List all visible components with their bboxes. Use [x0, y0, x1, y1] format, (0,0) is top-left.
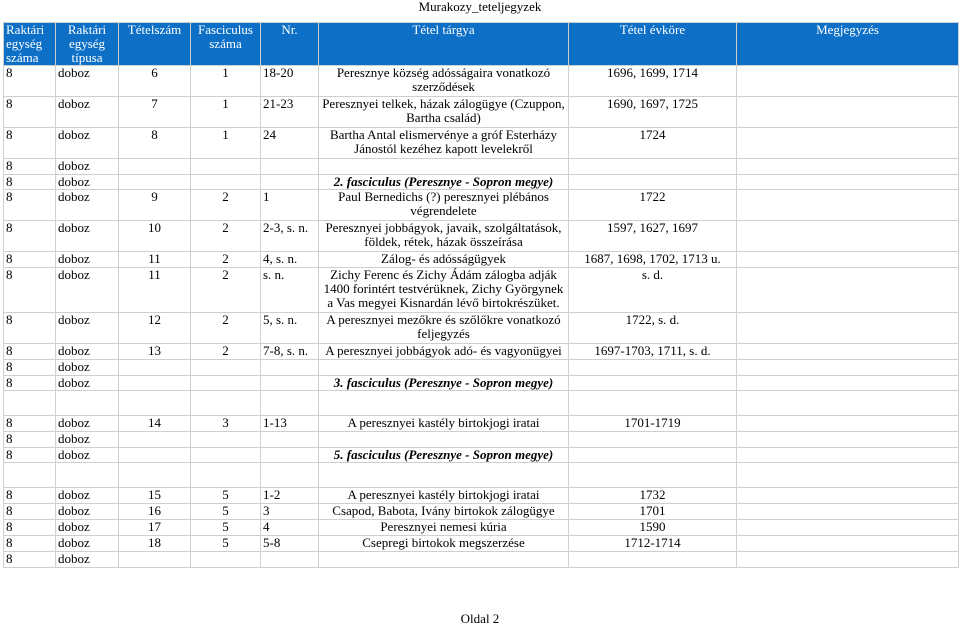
cell-note	[737, 360, 959, 376]
cell-date-range: 1722, s. d.	[569, 313, 737, 344]
cell-item-number: 10	[119, 221, 191, 252]
cell-unit-number: 8	[4, 520, 56, 536]
cell-unit-type: doboz	[56, 97, 119, 128]
cell-unit-type: doboz	[56, 536, 119, 552]
cell-item-number	[119, 376, 191, 391]
cell-date-range: 1590	[569, 520, 737, 536]
cell-date-range	[569, 432, 737, 448]
cell-note	[737, 488, 959, 504]
cell-nr	[261, 159, 319, 175]
cell-nr: 21-23	[261, 97, 319, 128]
cell-unit-number: 8	[4, 159, 56, 175]
cell-date-range: 1701	[569, 504, 737, 520]
cell-item-number	[119, 448, 191, 463]
cell-unit-number	[4, 391, 56, 416]
cell-item-number: 12	[119, 313, 191, 344]
cell-nr: 4, s. n.	[261, 252, 319, 268]
cell-fasciculus-number: 2	[191, 268, 261, 313]
cell-unit-type: doboz	[56, 190, 119, 221]
cell-fasciculus-number: 2	[191, 221, 261, 252]
cell-item-number: 11	[119, 268, 191, 313]
cell-note	[737, 416, 959, 432]
header-unit-type[interactable]: Raktári egység típusa	[56, 23, 119, 66]
cell-nr	[261, 448, 319, 463]
cell-note	[737, 66, 959, 97]
fasciculus-heading-row[interactable]	[4, 175, 959, 190]
cell-note	[737, 128, 959, 159]
cell-fasciculus-number: 5	[191, 488, 261, 504]
cell-nr: 18-20	[261, 66, 319, 97]
cell-note	[737, 376, 959, 391]
cell-subject: Csepregi birtokok megszerzése	[319, 536, 569, 552]
cell-fasciculus-number	[191, 463, 261, 488]
header-unit-number[interactable]: Raktári egység száma	[4, 23, 56, 66]
cell-fasciculus-number: 1	[191, 66, 261, 97]
cell-note	[737, 536, 959, 552]
table-row[interactable]	[4, 313, 959, 344]
cell-subject	[319, 391, 569, 416]
cell-item-number	[119, 463, 191, 488]
header-item-number[interactable]: Tételszám	[119, 23, 191, 66]
header-nr[interactable]: Nr.	[261, 23, 319, 66]
cell-unit-type	[56, 463, 119, 488]
cell-fasciculus-number: 5	[191, 504, 261, 520]
cell-note	[737, 268, 959, 313]
table-row[interactable]	[4, 268, 959, 313]
cell-nr	[261, 175, 319, 190]
cell-date-range: 1722	[569, 190, 737, 221]
cell-subject: Bartha Antal elismervénye a gróf Esterházy Jánostól kezéhez kapott levelekről	[319, 128, 569, 159]
cell-unit-number: 8	[4, 128, 56, 159]
cell-nr: 1-13	[261, 416, 319, 432]
cell-unit-number: 8	[4, 344, 56, 360]
cell-fasciculus-number	[191, 552, 261, 568]
table-row[interactable]	[4, 552, 959, 568]
cell-fasciculus-number: 5	[191, 520, 261, 536]
cell-note	[737, 252, 959, 268]
cell-unit-type: doboz	[56, 66, 119, 97]
cell-unit-type: doboz	[56, 128, 119, 159]
cell-subject: Zichy Ferenc és Zichy Ádám zálogba adják 1400 forintért testvérüknek, Zichy Györgynek a Vas megyei Kisnardán lévő birtokrészüket.	[319, 268, 569, 313]
cell-unit-number: 8	[4, 175, 56, 190]
cell-unit-type: doboz	[56, 159, 119, 175]
cell-unit-type	[56, 391, 119, 416]
cell-fasciculus-number	[191, 376, 261, 391]
cell-nr: 7-8, s. n.	[261, 344, 319, 360]
cell-nr: 3	[261, 504, 319, 520]
cell-note	[737, 463, 959, 488]
cell-fasciculus-number: 1	[191, 97, 261, 128]
cell-nr: 4	[261, 520, 319, 536]
cell-unit-type: doboz	[56, 416, 119, 432]
table-row[interactable]	[4, 504, 959, 520]
cell-unit-number: 8	[4, 504, 56, 520]
cell-fasciculus-number: 5	[191, 536, 261, 552]
page-footer: Oldal 2	[460, 611, 500, 626]
cell-unit-number: 8	[4, 432, 56, 448]
cell-note	[737, 504, 959, 520]
cell-subject: Peresznyei telkek, házak zálogügye (Czuppon, Bartha család)	[319, 97, 569, 128]
cell-unit-number: 8	[4, 552, 56, 568]
cell-unit-type: doboz	[56, 175, 119, 190]
cell-date-range: 1701-1719	[569, 416, 737, 432]
cell-item-number	[119, 175, 191, 190]
cell-unit-number: 8	[4, 190, 56, 221]
cell-note	[737, 175, 959, 190]
cell-item-number	[119, 432, 191, 448]
cell-note	[737, 520, 959, 536]
table-body	[4, 66, 959, 568]
cell-note	[737, 221, 959, 252]
cell-fasciculus-number	[191, 159, 261, 175]
cell-nr	[261, 552, 319, 568]
cell-item-number: 14	[119, 416, 191, 432]
fasciculus-heading-row[interactable]	[4, 376, 959, 391]
cell-date-range: 1732	[569, 488, 737, 504]
cell-date-range: 1690, 1697, 1725	[569, 97, 737, 128]
cell-unit-type: doboz	[56, 432, 119, 448]
cell-fasciculus-number	[191, 360, 261, 376]
cell-unit-type: doboz	[56, 488, 119, 504]
cell-unit-number: 8	[4, 416, 56, 432]
cell-nr: 1-2	[261, 488, 319, 504]
cell-date-range	[569, 360, 737, 376]
cell-subject: A peresznyei mezőkre és szőlőkre vonatkozó feljegyzés	[319, 313, 569, 344]
cell-fasciculus-number: 2	[191, 252, 261, 268]
cell-item-number	[119, 552, 191, 568]
cell-note	[737, 552, 959, 568]
cell-fasciculus-number	[191, 432, 261, 448]
cell-date-range: s. d.	[569, 268, 737, 313]
table-row[interactable]	[4, 128, 959, 159]
table-row[interactable]	[4, 252, 959, 268]
cell-item-number: 17	[119, 520, 191, 536]
cell-subject: Paul Bernedichs (?) peresznyei plébános végrendelete	[319, 190, 569, 221]
table-row[interactable]	[4, 391, 959, 416]
cell-note	[737, 391, 959, 416]
table-row[interactable]	[4, 520, 959, 536]
inventory-table	[3, 22, 959, 568]
cell-date-range	[569, 376, 737, 391]
header-subject[interactable]: Tétel tárgya	[319, 23, 569, 66]
table-row[interactable]	[4, 344, 959, 360]
cell-date-range: 1597, 1627, 1697	[569, 221, 737, 252]
cell-note	[737, 97, 959, 128]
cell-date-range: 1696, 1699, 1714	[569, 66, 737, 97]
cell-date-range	[569, 159, 737, 175]
cell-nr	[261, 376, 319, 391]
cell-unit-number: 8	[4, 97, 56, 128]
cell-subject: 2. fasciculus (Peresznye - Sopron megye)	[319, 175, 569, 190]
cell-unit-type: doboz	[56, 268, 119, 313]
cell-date-range: 1687, 1698, 1702, 1713 u.	[569, 252, 737, 268]
cell-fasciculus-number: 2	[191, 344, 261, 360]
table-row[interactable]	[4, 97, 959, 128]
cell-unit-number: 8	[4, 536, 56, 552]
table-header-row	[4, 23, 959, 66]
cell-unit-number: 8	[4, 488, 56, 504]
cell-item-number	[119, 159, 191, 175]
cell-fasciculus-number	[191, 391, 261, 416]
table-row[interactable]	[4, 536, 959, 552]
header-fasciculus-number[interactable]: Fasciculus száma	[191, 23, 261, 66]
cell-unit-type: doboz	[56, 344, 119, 360]
cell-unit-number: 8	[4, 252, 56, 268]
table-row[interactable]	[4, 463, 959, 488]
cell-unit-number: 8	[4, 360, 56, 376]
cell-nr: 24	[261, 128, 319, 159]
table-row[interactable]	[4, 190, 959, 221]
cell-subject: A peresznyei kastély birtokjogi iratai	[319, 416, 569, 432]
cell-item-number: 7	[119, 97, 191, 128]
page-title: Murakozy_teteljegyzek	[418, 0, 542, 14]
cell-fasciculus-number	[191, 448, 261, 463]
cell-subject	[319, 432, 569, 448]
cell-nr: 2-3, s. n.	[261, 221, 319, 252]
cell-unit-number: 8	[4, 448, 56, 463]
cell-date-range	[569, 175, 737, 190]
cell-subject: Peresznyei nemesi kúria	[319, 520, 569, 536]
table-row[interactable]	[4, 221, 959, 252]
cell-fasciculus-number: 1	[191, 128, 261, 159]
cell-date-range	[569, 448, 737, 463]
table-row[interactable]	[4, 360, 959, 376]
table-row[interactable]	[4, 416, 959, 432]
cell-nr: 5, s. n.	[261, 313, 319, 344]
cell-subject	[319, 552, 569, 568]
cell-unit-type: doboz	[56, 520, 119, 536]
cell-subject: A peresznyei kastély birtokjogi iratai	[319, 488, 569, 504]
cell-item-number: 6	[119, 66, 191, 97]
header-date-range[interactable]: Tétel évköre	[569, 23, 737, 66]
cell-nr	[261, 391, 319, 416]
cell-item-number: 8	[119, 128, 191, 159]
cell-unit-number: 8	[4, 313, 56, 344]
cell-item-number	[119, 360, 191, 376]
cell-fasciculus-number: 3	[191, 416, 261, 432]
cell-nr: 5-8	[261, 536, 319, 552]
fasciculus-heading-row[interactable]	[4, 448, 959, 463]
cell-fasciculus-number: 2	[191, 190, 261, 221]
cell-unit-type: doboz	[56, 376, 119, 391]
cell-note	[737, 159, 959, 175]
cell-date-range: 1697-1703, 1711, s. d.	[569, 344, 737, 360]
cell-subject	[319, 159, 569, 175]
cell-item-number: 11	[119, 252, 191, 268]
cell-subject: 3. fasciculus (Peresznye - Sopron megye)	[319, 376, 569, 391]
cell-subject: 5. fasciculus (Peresznye - Sopron megye)	[319, 448, 569, 463]
cell-note	[737, 448, 959, 463]
cell-nr	[261, 360, 319, 376]
cell-note	[737, 313, 959, 344]
cell-subject: Peresznyei jobbágyok, javaik, szolgáltatások, földek, rétek, házak összeírása	[319, 221, 569, 252]
cell-unit-number: 8	[4, 221, 56, 252]
cell-unit-number: 8	[4, 66, 56, 97]
cell-item-number: 9	[119, 190, 191, 221]
cell-nr: s. n.	[261, 268, 319, 313]
cell-subject: Peresznye község adósságaira vonatkozó szerződések	[319, 66, 569, 97]
header-note[interactable]: Megjegyzés	[737, 23, 959, 66]
cell-item-number: 15	[119, 488, 191, 504]
cell-date-range: 1712-1714	[569, 536, 737, 552]
cell-subject	[319, 360, 569, 376]
cell-subject	[319, 463, 569, 488]
cell-nr: 1	[261, 190, 319, 221]
cell-unit-number: 8	[4, 376, 56, 391]
cell-item-number: 13	[119, 344, 191, 360]
cell-unit-number	[4, 463, 56, 488]
cell-subject: A peresznyei jobbágyok adó- és vagyonügyei	[319, 344, 569, 360]
cell-unit-type: doboz	[56, 552, 119, 568]
table-row[interactable]	[4, 159, 959, 175]
table-row[interactable]	[4, 432, 959, 448]
cell-nr	[261, 463, 319, 488]
cell-subject: Zálog- és adósságügyek	[319, 252, 569, 268]
cell-note	[737, 432, 959, 448]
cell-unit-type: doboz	[56, 504, 119, 520]
cell-nr	[261, 432, 319, 448]
cell-fasciculus-number	[191, 175, 261, 190]
cell-item-number	[119, 391, 191, 416]
table-row[interactable]	[4, 66, 959, 97]
cell-fasciculus-number: 2	[191, 313, 261, 344]
cell-item-number: 16	[119, 504, 191, 520]
cell-unit-type: doboz	[56, 360, 119, 376]
cell-date-range	[569, 463, 737, 488]
cell-unit-type: doboz	[56, 252, 119, 268]
cell-note	[737, 344, 959, 360]
cell-unit-type: doboz	[56, 313, 119, 344]
cell-unit-type: doboz	[56, 448, 119, 463]
cell-date-range	[569, 552, 737, 568]
cell-date-range	[569, 391, 737, 416]
cell-note	[737, 190, 959, 221]
cell-unit-type: doboz	[56, 221, 119, 252]
cell-subject: Csapod, Babota, Ivány birtokok zálogügye	[319, 504, 569, 520]
cell-unit-number: 8	[4, 268, 56, 313]
table-row[interactable]	[4, 488, 959, 504]
cell-item-number: 18	[119, 536, 191, 552]
cell-date-range: 1724	[569, 128, 737, 159]
